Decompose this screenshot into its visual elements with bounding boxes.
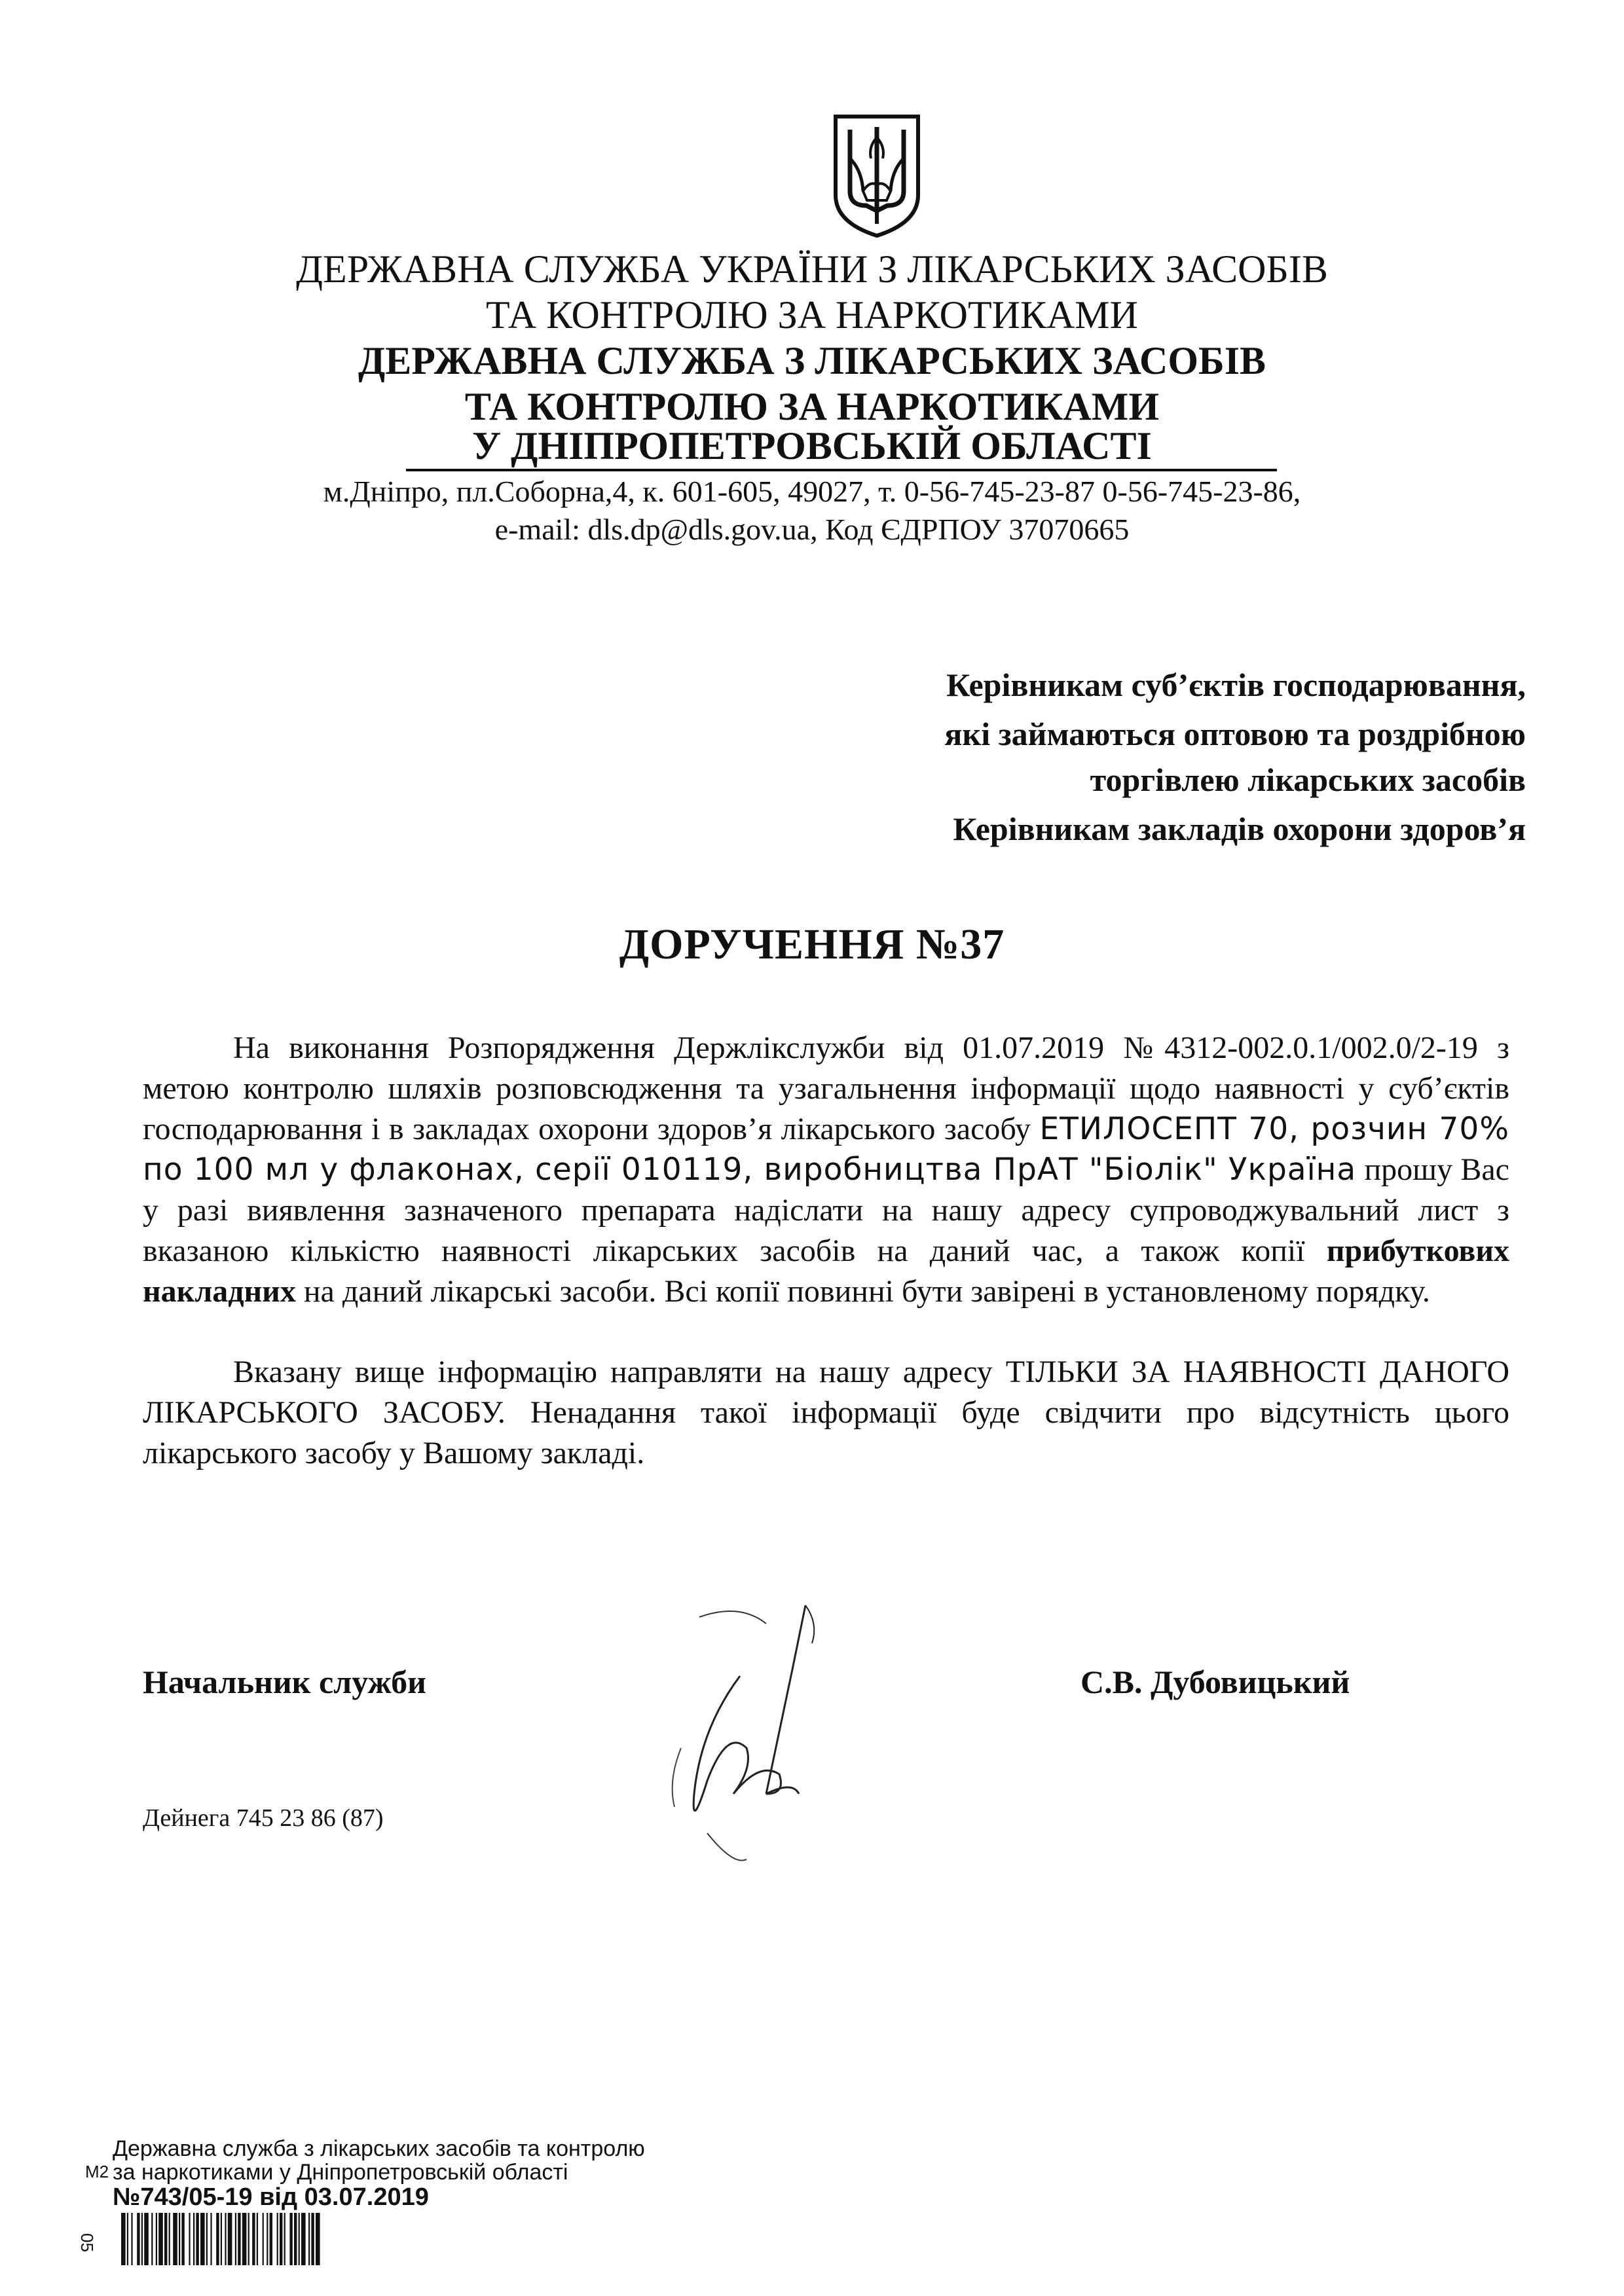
document-title: ДОРУЧЕННЯ №37	[619, 920, 1005, 968]
office-name-line-3: У ДНІПРОПЕТРОВСЬКІЙ ОБЛАСТІ	[472, 424, 1152, 467]
addressee-line-2: які займаються оптовою та роздрібною	[944, 716, 1526, 752]
paragraph-1-closing: на даний лікарські засоби. Всі копії повинні бути завірені в установленому порядку.	[295, 1274, 1430, 1309]
office-address: м.Дніпро, пл.Соборна,4, к. 601-605, 49027, т. 0-56-745-23-87 0-56-745-23-86,	[323, 475, 1301, 508]
paragraph-1-intro: На виконання Розпорядження Держлікслужби від 01.07.2019 №4312-002.0.1/002.0/2-19 з метою контролю шляхів розповсюдження та узагальнення інформації щодо наявності у суб’єктів господарювання і в закладах охорони здоров’я лікарського засобу	[143, 1030, 1509, 1146]
office-email-and-code: e-mail: dls.dp@dls.gov.ua, Код ЄДРПОУ 37070665	[494, 513, 1130, 546]
trident-coat-of-arms-icon	[830, 113, 923, 238]
paragraph-1-request: прошу Вас у разі виявлення зазначеного препарата надіслати на нашу адресу супроводжувальний лист з вказаною кількістю наявності лікарських засобів на даний час, а також копії	[143, 1152, 1509, 1268]
body-paragraph-2: Вказану вище інформацію направляти на нашу адресу ТІЛЬКИ ЗА НАЯВНОСТІ ДАНОГО ЛІКАРСЬКОГО ЗАСОБУ. Ненадання такої інформації буде свідчити про відсутність цього лікарського засобу у Вашому закладі.	[143, 1355, 1509, 1470]
body-paragraph-1	[143, 1028, 1509, 1312]
addressee-line-4: Керівникам закладів охорони здоров’я	[953, 811, 1526, 847]
drug-name: ЕТИЛОСЕПТ 70, розчин 70% по 100 мл у флаконах, серії 010119, виробництва ПрАТ "Біолік" Україна	[143, 1111, 1509, 1188]
handwritten-signature	[655, 1597, 877, 1886]
barcode-image	[121, 2213, 491, 2265]
executor-contact: Дейнега 745 23 86 (87)	[143, 1804, 384, 1832]
header-underline	[406, 469, 1277, 471]
office-name-line-1: ДЕРЖАВНА СЛУЖБА З ЛІКАРСЬКИХ ЗАСОБІВ	[358, 339, 1266, 382]
ministry-name-line-2: ТА КОНТРОЛЮ ЗА НАРКОТИКАМИ	[486, 293, 1138, 337]
addressee-line-1: Керівникам суб’єктів господарювання,	[946, 666, 1526, 703]
stamp-side-code: М2	[85, 2162, 109, 2181]
signatory-position: Начальник служби	[143, 1664, 426, 1700]
ministry-name-line-1: ДЕРЖАВНА СЛУЖБА УКРАЇНИ З ЛІКАРСЬКИХ ЗАСОБІВ	[296, 247, 1328, 291]
stamp-line-1: Державна служба з лікарських засобів та контролю	[113, 2136, 645, 2161]
signatory-name: С.В. Дубовицький	[1080, 1664, 1350, 1700]
office-name-line-2: ТА КОНТРОЛЮ ЗА НАРКОТИКАМИ	[464, 385, 1160, 428]
stamp-rotated-code: 05	[77, 2233, 97, 2252]
invoices-emphasis: прибуткових накладних	[143, 1233, 1509, 1309]
stamp-line-2: за наркотиками у Дніпропетровській області	[113, 2160, 568, 2185]
addressee-line-3: торгівлею лікарських засобів	[1090, 761, 1526, 798]
stamp-registration-number: №743/05-19 від 03.07.2019	[113, 2183, 429, 2211]
